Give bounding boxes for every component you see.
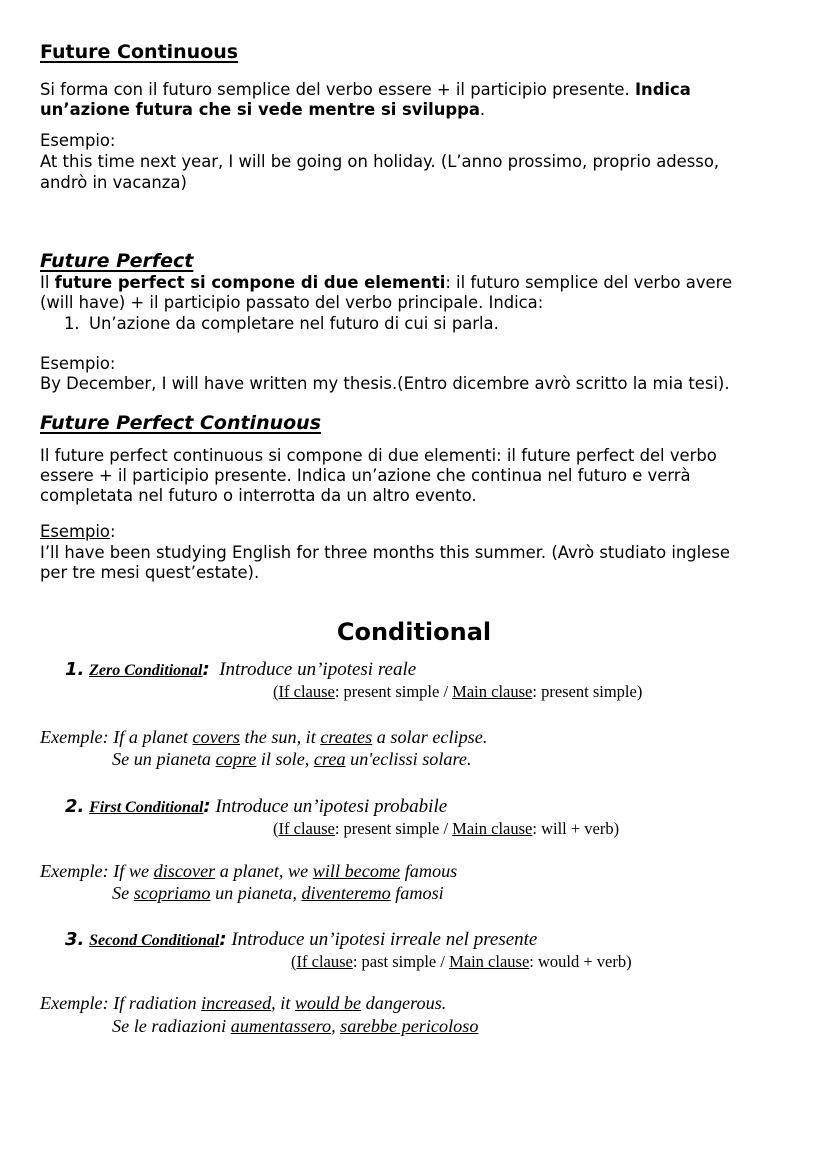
future-continuous-desc-line1 — [40, 80, 691, 101]
example-end: dangerous. — [361, 993, 447, 1013]
conditional-number: 3. — [65, 929, 85, 950]
conditional-translation — [112, 1015, 478, 1037]
example-middle: , it — [271, 993, 295, 1013]
example-end: famous — [400, 861, 458, 881]
translation-underlined-2: sarebbe pericoloso — [340, 1016, 479, 1036]
future-continuous-desc-bold-2: un’azione futura che si vede mentre si sviluppa — [40, 100, 480, 119]
future-continuous-desc-end: . — [479, 100, 486, 119]
future-perfect-line1-bold: future perfect si compone di due elementi — [54, 273, 446, 292]
if-clause-label: If clause — [278, 819, 335, 838]
future-continuous-example-line2: andrò in vacanza) — [40, 173, 187, 192]
future-perfect-continuous-example-line2: per tre mesi quest’estate). — [40, 563, 260, 582]
translation-middle: , — [331, 1016, 341, 1036]
example-prefix: Exemple: If we — [40, 861, 154, 881]
future-continuous-example-line1: At this time next year, I will be going on holiday. (L’anno prossimo, proprio adesso, — [40, 152, 720, 171]
example-middle: the sun, it — [240, 727, 321, 747]
future-perfect-list-number: 1. — [64, 314, 80, 333]
translation-middle: il sole, — [256, 749, 314, 769]
example-underlined-1: discover — [153, 861, 216, 881]
example-prefix: Exemple: If a planet — [40, 727, 193, 747]
future-perfect-continuous-line2: essere + il participio presente. Indica un’azione che continua nel futuro e verrà — [40, 466, 691, 485]
future-perfect-heading: Future Perfect — [40, 250, 194, 272]
translation-middle: un pianeta, — [210, 883, 302, 903]
future-perfect-line1-start: Il — [40, 273, 55, 292]
conditional-example — [40, 860, 457, 882]
conditional-clause-line — [273, 682, 642, 702]
example-prefix: Exemple: If radiation — [40, 993, 202, 1013]
future-perfect-list-item: Un’azione da completare nel futuro di cui si parla. — [89, 314, 499, 333]
clause-paren: ( — [291, 952, 297, 971]
conditional-description: Introduce un’ipotesi probabile — [215, 796, 448, 817]
conditional-title: Conditional — [336, 618, 492, 646]
future-perfect-example-line: By December, I will have written my thesis.(Entro dicembre avrò scritto la mia tesi). — [40, 374, 730, 393]
future-perfect-continuous-line1: Il future perfect continuous si compone di due elementi: il future perfect del verbo — [40, 446, 717, 465]
conditional-translation — [112, 748, 472, 770]
future-continuous-example-label: Esempio: — [40, 131, 116, 150]
if-clause-label: If clause — [296, 952, 353, 971]
future-perfect-continuous-example-label — [40, 522, 115, 543]
if-clause-value: : present simple / — [334, 819, 453, 838]
example-underlined-2: would be — [294, 993, 362, 1013]
conditional-colon: : — [203, 796, 211, 817]
if-clause-label: If clause — [278, 682, 335, 701]
conditional-colon: : — [219, 929, 227, 950]
future-perfect-continuous-example-line1: I’ll have been studying English for three months this summer. (Avrò studiato inglese — [40, 543, 730, 562]
future-perfect-line1-end: : il futuro semplice del verbo avere — [445, 273, 733, 292]
conditional-name: Zero Conditional — [89, 662, 203, 679]
future-continuous-desc-line2 — [40, 100, 485, 121]
example-underlined-2: will become — [312, 861, 401, 881]
example-underlined-1: increased — [201, 993, 272, 1013]
conditional-item-zero — [65, 658, 416, 682]
translation-prefix: Se — [112, 883, 134, 903]
conditional-number: 2. — [65, 796, 85, 817]
conditional-example — [40, 726, 487, 748]
translation-underlined-1: copre — [215, 749, 257, 769]
conditional-description: Introduce un’ipotesi irreale nel presente — [231, 929, 538, 950]
clause-paren: ( — [273, 819, 279, 838]
future-perfect-line1 — [40, 273, 732, 294]
conditional-name: First Conditional — [89, 799, 204, 816]
conditional-name: Second Conditional — [89, 932, 220, 949]
conditional-item-first — [65, 795, 447, 819]
future-perfect-line2: (will have) + il participio passato del verbo principale. Indica: — [40, 293, 544, 312]
future-perfect-continuous-example-colon: : — [109, 522, 116, 541]
conditional-translation — [112, 882, 444, 904]
translation-end: un'eclissi solare. — [345, 749, 472, 769]
main-clause-label: Main clause — [452, 682, 533, 701]
example-underlined-2: creates — [320, 727, 373, 747]
conditional-example — [40, 992, 446, 1014]
main-clause-label: Main clause — [449, 952, 530, 971]
translation-underlined-1: aumentassero — [230, 1016, 332, 1036]
future-perfect-example-label: Esempio: — [40, 354, 116, 373]
if-clause-value: : past simple / — [352, 952, 450, 971]
translation-end: famosi — [390, 883, 444, 903]
conditional-number: 1. — [65, 659, 85, 680]
main-clause-value: : would + verb) — [529, 952, 632, 971]
clause-paren: ( — [273, 682, 279, 701]
example-underlined-1: covers — [192, 727, 240, 747]
main-clause-value: : present simple) — [532, 682, 643, 701]
translation-prefix: Se le radiazioni — [112, 1016, 231, 1036]
future-perfect-continuous-example-word: Esempio — [40, 522, 110, 541]
translation-prefix: Se un pianeta — [112, 749, 216, 769]
translation-underlined-2: diventeremo — [301, 883, 391, 903]
future-perfect-continuous-heading: Future Perfect Continuous — [40, 412, 322, 434]
example-end: a solar eclipse. — [372, 727, 488, 747]
if-clause-value: : present simple / — [334, 682, 453, 701]
future-perfect-continuous-line3: completata nel futuro o interrotta da un altro evento. — [40, 486, 477, 505]
conditional-item-second — [65, 928, 537, 952]
main-clause-label: Main clause — [452, 819, 533, 838]
future-continuous-desc-bold-1: Indica — [634, 80, 691, 99]
conditional-description: Introduce un’ipotesi reale — [219, 659, 417, 680]
example-middle: a planet, we — [215, 861, 313, 881]
conditional-colon: : — [202, 659, 210, 680]
conditional-clause-line — [291, 952, 632, 972]
future-continuous-heading: Future Continuous — [40, 41, 239, 63]
translation-underlined-1: scopriamo — [133, 883, 211, 903]
main-clause-value: : will + verb) — [532, 819, 620, 838]
translation-underlined-2: crea — [313, 749, 346, 769]
future-continuous-desc-plain: Si forma con il futuro semplice del verbo essere + il participio presente. — [40, 80, 635, 99]
conditional-clause-line — [273, 819, 619, 839]
